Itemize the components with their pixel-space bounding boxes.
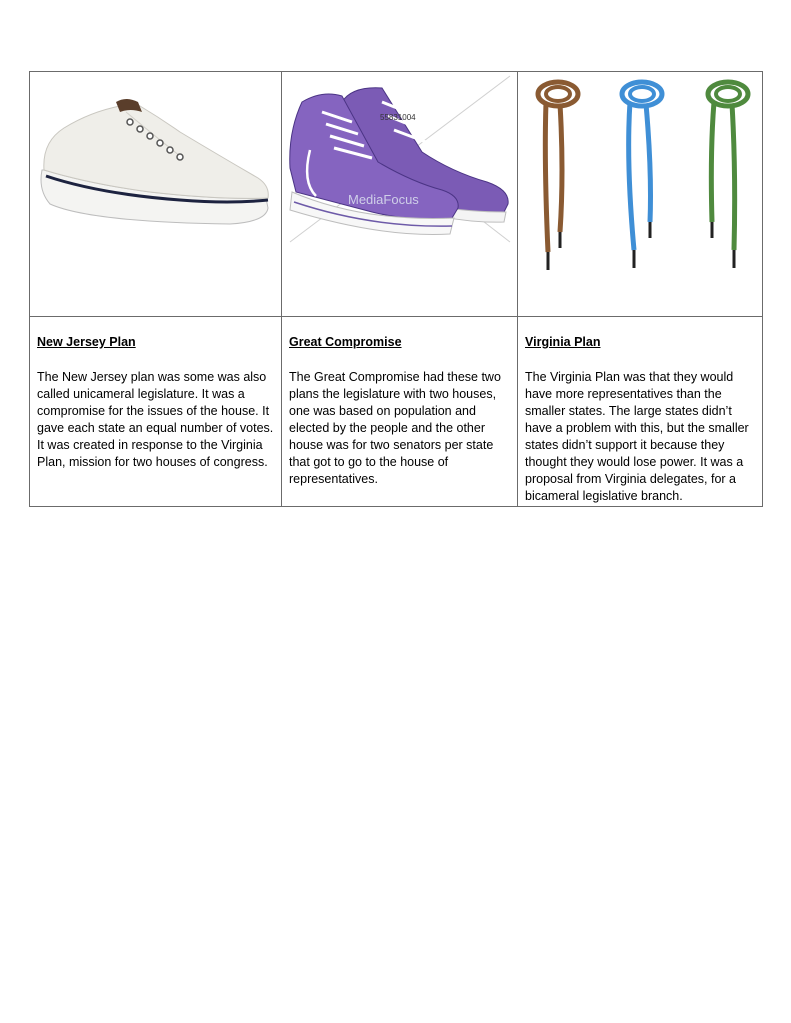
new-jersey-text-cell	[30, 317, 281, 506]
shoelaces-image	[518, 72, 762, 316]
new-jersey-heading: New Jersey Plan	[37, 335, 136, 349]
stock-id-label: 55831004	[380, 113, 416, 122]
virginia-text-cell	[518, 317, 762, 506]
watermark-label: MediaFocus	[348, 192, 419, 207]
new-jersey-description: The New Jersey plan was some was also called unicameral legislature. It was a compromise for the issues of the house. It gave each state an equal number of votes. It was created in response to the Virginia Plan, mission for two houses of congress.	[37, 370, 274, 469]
virginia-description: The Virginia Plan was that they would have more representatives than the smaller states. The large states didn’t have a problem with this, but the smaller states didn’t support it because they thought they would lose power. It was a proposal from Virginia delegates, for a bicameral legislative branch.	[525, 370, 749, 503]
great-compromise-description: The Great Compromise had these two plans the legislature with two houses, one was based on population and elected by the people and the other house was for two senators per state that got to go to the house of representatives.	[289, 370, 501, 486]
new-jersey-image-cell	[30, 72, 281, 316]
plans-table	[29, 71, 763, 507]
great-compromise-heading: Great Compromise	[289, 335, 402, 349]
purple-sneakers-image	[282, 72, 517, 316]
great-compromise-image-cell	[282, 72, 517, 316]
virginia-heading: Virginia Plan	[525, 335, 601, 349]
virginia-image-cell	[518, 72, 762, 316]
white-sneaker-image	[30, 72, 281, 316]
great-compromise-text-cell	[282, 317, 517, 506]
